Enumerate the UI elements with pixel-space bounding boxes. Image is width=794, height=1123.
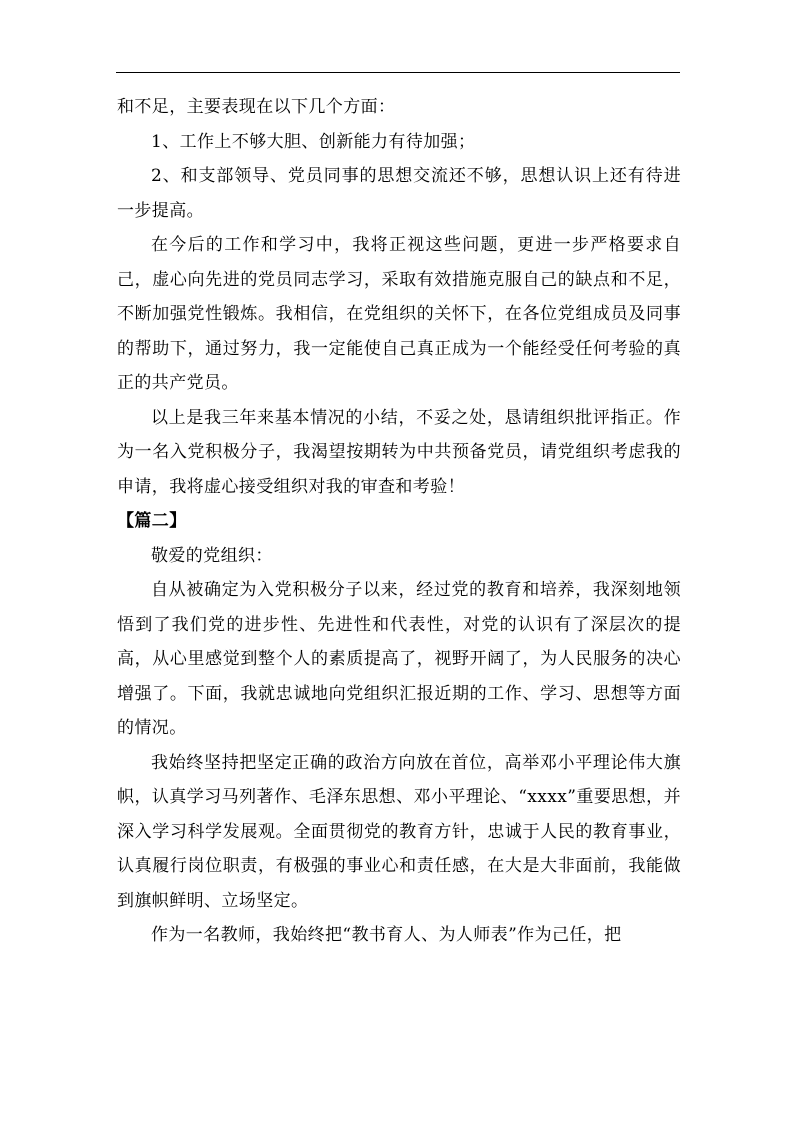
document-body (117, 90, 681, 953)
header-rule (116, 72, 680, 73)
salutation: 敬爱的党组织： (151, 545, 273, 566)
list-item-1: 1、工作上不够大胆、创新能力有待加强； (151, 131, 476, 152)
paragraph-political: 我始终坚持把坚定正确的政治方向放在首位，高举邓小平理论伟大旗帜，认真学习马列著作、毛泽东思想、邓小平理论、“xxxx”重要思想，并深入学习科学发展观。全面贯彻党的教育方针，忠诚于人民的教育事业，认真履行岗位职责，有极强的事业心和责任感，在大是大非面前，我能做到旗帜鲜明、立场坚定。 (117, 752, 681, 911)
paragraph-continuation: 和不足，主要表现在以下几个方面： (117, 97, 396, 117)
paragraph-future-plan: 在今后的工作和学习中，我将正视这些问题，更进一步严格要求自己，虚心向先进的党员同志学习，采取有效措施克服自己的缺点和不足，不断加强党性锻炼。我相信，在党组织的关怀下，在各位党组成员及同事的帮助下，通过努力，我一定能使自己真正成为一个能经受任何考验的真正的共产党员。 (117, 235, 681, 393)
section-heading: 【篇二】 (117, 511, 187, 531)
paragraph-intro: 自从被确定为入党积极分子以来，经过党的教育和培养，我深刻地领悟到了我们党的进步性、先进性和代表性，对党的认识有了深层次的提高，从心里感觉到整个人的素质提高了，视野开阔了，为人民服务的决心增强了。下面，我就忠诚地向党组织汇报近期的工作、学习、思想等方面的情况。 (117, 580, 681, 738)
paragraph-teacher: 作为一名教师，我始终把“教书育人、为人师表”作为己任，把 (151, 925, 622, 945)
list-item-2: 2、和支部领导、党员同事的思想交流还不够，思想认识上还有待进一步提高。 (117, 166, 681, 221)
paragraph-summary: 以上是我三年来基本情况的小结，不妥之处，恳请组织批评指正。作为一名入党积极分子，我渴望按期转为中共预备党员，请党组织考虑我的申请，我将虚心接受组织对我的审查和考验！ (117, 407, 681, 497)
